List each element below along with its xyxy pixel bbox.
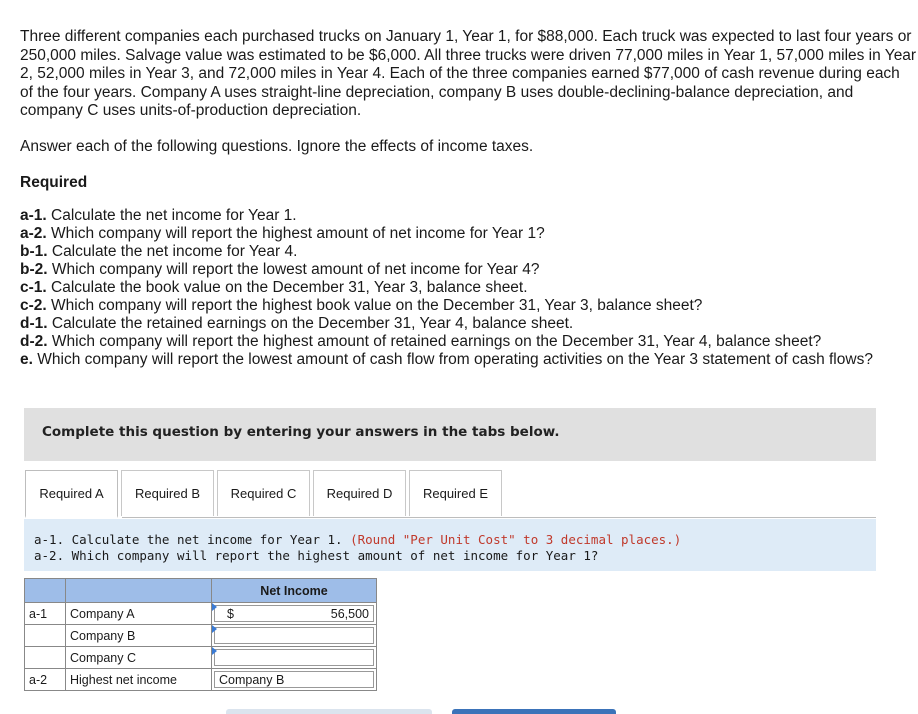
requirements-list: [20, 207, 873, 369]
row-label: Company B: [66, 625, 212, 647]
net-income-company-c-input[interactable]: [214, 649, 374, 666]
row-code: a-1: [25, 603, 66, 625]
row-code: a-2: [25, 669, 66, 691]
rounding-note: (Round "Per Unit Cost" to 3 decimal places.): [350, 532, 682, 547]
requirement-item: e. Which company will report the lowest amount of cash flow from operating activities on the Year 3 statement of cash flows?: [20, 351, 873, 368]
row-label: Highest net income: [66, 669, 212, 691]
table-row: [25, 625, 377, 647]
currency-symbol: $: [227, 606, 234, 621]
table-row: [25, 647, 377, 669]
problem-line: of the four years. Company A uses straight-line depreciation, company B uses double-declining-balance depreciation, and: [20, 83, 854, 101]
instruction-line-1: a-1. Calculate the net income for Year 1. (Round "Per Unit Cost" to 3 decimal places.): [34, 532, 682, 547]
required-heading: Required: [20, 174, 88, 191]
selected-value: Company B: [219, 672, 285, 687]
answer-table: [24, 578, 377, 691]
requirement-item: b-1. Calculate the net income for Year 4.: [20, 243, 298, 260]
problem-statement: [20, 28, 918, 121]
instruction-line-2: a-2. Which company will report the highest amount of net income for Year 1?: [34, 548, 599, 563]
highest-net-income-select[interactable]: [214, 671, 374, 688]
problem-line: company C uses units-of-production depreciation.: [20, 102, 362, 119]
requirement-item: c-2. Which company will report the highest book value on the December 31, Year 3, balance sheet?: [20, 297, 703, 314]
tab-required-e[interactable]: Required E: [409, 470, 502, 516]
tab-required-a[interactable]: Required A: [25, 470, 118, 518]
problem-line: 250,000 miles. Salvage value was estimated to be $6,000. All three trucks were driven 77,000 miles in Year 1, 57,000 miles in Year: [20, 46, 917, 64]
row-label: Company A: [66, 603, 212, 625]
problem-line: 2, 52,000 miles in Year 3, and 72,000 miles in Year 4. Each of the three companies earned $77,000 of cash revenue during each: [20, 65, 900, 82]
table-row: [25, 669, 377, 691]
tab-bar: [25, 470, 505, 518]
input-marker-icon: [212, 603, 217, 611]
net-income-company-b-input[interactable]: [214, 627, 374, 644]
tab-divider: [122, 517, 876, 518]
tab-instructions: [24, 519, 876, 571]
input-marker-icon: [212, 647, 217, 655]
input-value: 56,500: [330, 606, 369, 621]
prev-button[interactable]: [226, 709, 432, 714]
requirement-item: a-1. Calculate the net income for Year 1.: [20, 207, 297, 224]
requirement-item: a-2. Which company will report the highest amount of net income for Year 1?: [20, 225, 545, 242]
row-code: [25, 647, 66, 669]
row-code: [25, 625, 66, 647]
tab-required-c[interactable]: Required C: [217, 470, 310, 516]
requirement-item: c-1. Calculate the book value on the December 31, Year 3, balance sheet.: [20, 279, 528, 296]
next-button[interactable]: [452, 709, 616, 714]
complete-banner-text: Complete this question by entering your answers in the tabs below.: [42, 424, 560, 440]
requirement-item: d-2. Which company will report the highest amount of retained earnings on the December 31, Year 4, balance sheet?: [20, 333, 822, 350]
complete-banner: [24, 408, 876, 461]
table-row: [25, 603, 377, 625]
problem-line: Three different companies each purchased trucks on January 1, Year 1, for $88,000. Each truck was expected to last four years or: [20, 28, 912, 45]
tab-required-d[interactable]: Required D: [313, 470, 406, 516]
tab-required-b[interactable]: Required B: [121, 470, 214, 516]
row-label: Company C: [66, 647, 212, 669]
requirement-item: d-1. Calculate the retained earnings on the December 31, Year 4, balance sheet.: [20, 315, 574, 332]
input-marker-icon: [212, 625, 217, 633]
net-income-company-a-input[interactable]: [214, 605, 374, 622]
net-income-header: Net Income: [212, 579, 377, 603]
table-header-row: [25, 579, 377, 603]
requirement-item: b-2. Which company will report the lowest amount of net income for Year 4?: [20, 261, 540, 278]
answer-instruction: Answer each of the following questions. Ignore the effects of income taxes.: [20, 138, 534, 155]
